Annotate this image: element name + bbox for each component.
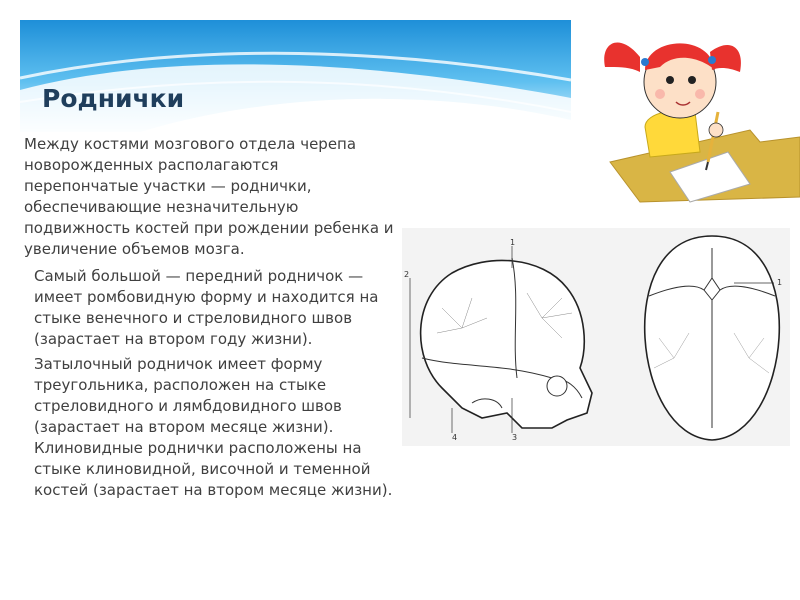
skull-side-label-4: 4 bbox=[452, 433, 458, 442]
skull-side-view-illustration bbox=[402, 228, 602, 446]
skull-top-label-1: 1 bbox=[777, 278, 783, 287]
skull-figure bbox=[402, 228, 790, 446]
skull-side-label-3: 3 bbox=[512, 433, 518, 442]
paragraph-anterior-fontanelle: Самый большой — передний родничок — имеет ромбовидную форму и находится на стыке венечного и стреловидного швов (зарастает на втором году жизни). bbox=[34, 267, 379, 348]
skull-side-label-2: 2 bbox=[404, 270, 410, 279]
paragraph-intro: Между костями мозгового отдела черепа новорожденных располагаются перепончатые участки — роднички, обеспечивающие незначительную подвижность костей при рождении ребенка и увеличение объемов мозга. bbox=[24, 135, 394, 258]
paragraph-posterior-fontanelle: Затылочный родничок имеет форму треугольника, расположен на стыке стреловидного и лямбдовидного швов (зарастает на втором месяце жизни). Клиновидные роднички расположены на стыке клиновидной, височной и теменной костей (зарастает на втором месяце жизни). bbox=[34, 355, 393, 499]
skull-side-label-1: 1 bbox=[510, 238, 516, 247]
slide-body bbox=[24, 134, 396, 501]
slide-title: Роднички bbox=[42, 84, 185, 113]
skull-top-view-illustration bbox=[634, 228, 790, 446]
cartoon-girl-writing-illustration bbox=[600, 12, 800, 207]
header-banner bbox=[20, 20, 571, 132]
